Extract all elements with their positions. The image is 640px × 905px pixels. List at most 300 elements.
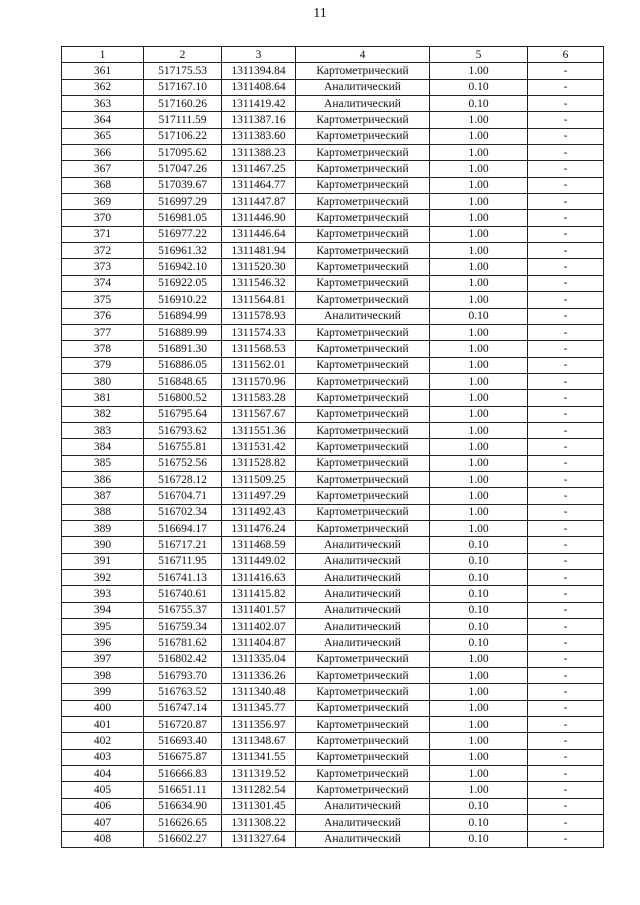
cell-method: Картометрический: [296, 210, 430, 226]
cell-point-number: 386: [62, 471, 144, 487]
cell-accuracy: 1.00: [430, 455, 528, 471]
cell-accuracy: 1.00: [430, 668, 528, 684]
cell-accuracy: 1.00: [430, 243, 528, 259]
cell-note: -: [528, 406, 604, 422]
cell-point-number: 407: [62, 815, 144, 831]
cell-note: -: [528, 766, 604, 782]
cell-method: Картометрический: [296, 128, 430, 144]
cell-coord-x: 517095.62: [144, 145, 222, 161]
cell-coord-x: 516634.90: [144, 798, 222, 814]
cell-method: Аналитический: [296, 308, 430, 324]
cell-method: Аналитический: [296, 635, 430, 651]
cell-coord-y: 1311551.36: [222, 422, 296, 438]
cell-coord-x: 517160.26: [144, 96, 222, 112]
cell-accuracy: 1.00: [430, 504, 528, 520]
cell-note: -: [528, 798, 604, 814]
cell-point-number: 380: [62, 373, 144, 389]
cell-coord-x: 516626.65: [144, 815, 222, 831]
table-row: [62, 455, 604, 471]
cell-point-number: 365: [62, 128, 144, 144]
cell-coord-x: 516891.30: [144, 341, 222, 357]
cell-method: Аналитический: [296, 570, 430, 586]
cell-note: -: [528, 570, 604, 586]
cell-note: -: [528, 651, 604, 667]
cell-coord-y: 1311578.93: [222, 308, 296, 324]
table-row: [62, 651, 604, 667]
cell-accuracy: 1.00: [430, 161, 528, 177]
cell-method: Картометрический: [296, 504, 430, 520]
cell-coord-y: 1311336.26: [222, 668, 296, 684]
cell-note: -: [528, 79, 604, 95]
table-row: [62, 488, 604, 504]
cell-coord-x: 516793.62: [144, 422, 222, 438]
cell-accuracy: 1.00: [430, 782, 528, 798]
cell-accuracy: 1.00: [430, 341, 528, 357]
cell-point-number: 367: [62, 161, 144, 177]
cell-accuracy: 1.00: [430, 520, 528, 536]
cell-accuracy: 0.10: [430, 619, 528, 635]
cell-coord-x: 516717.21: [144, 537, 222, 553]
cell-note: -: [528, 717, 604, 733]
cell-method: Аналитический: [296, 79, 430, 95]
cell-point-number: 363: [62, 96, 144, 112]
cell-coord-x: 516997.29: [144, 194, 222, 210]
table-body: [62, 63, 604, 848]
cell-note: -: [528, 733, 604, 749]
cell-note: -: [528, 128, 604, 144]
cell-point-number: 378: [62, 341, 144, 357]
table-row: [62, 112, 604, 128]
cell-point-number: 377: [62, 324, 144, 340]
cell-coord-x: 516711.95: [144, 553, 222, 569]
cell-method: Картометрический: [296, 324, 430, 340]
table-row: [62, 79, 604, 95]
cell-accuracy: 1.00: [430, 177, 528, 193]
cell-note: -: [528, 226, 604, 242]
table-row: [62, 684, 604, 700]
table-row: [62, 177, 604, 193]
cell-note: -: [528, 177, 604, 193]
cell-note: -: [528, 96, 604, 112]
cell-coord-x: 516704.71: [144, 488, 222, 504]
cell-coord-x: 516886.05: [144, 357, 222, 373]
cell-method: Картометрический: [296, 406, 430, 422]
cell-note: -: [528, 161, 604, 177]
cell-note: -: [528, 357, 604, 373]
cell-point-number: 374: [62, 275, 144, 291]
cell-accuracy: 0.10: [430, 96, 528, 112]
cell-accuracy: 1.00: [430, 422, 528, 438]
cell-coord-y: 1311388.23: [222, 145, 296, 161]
cell-point-number: 368: [62, 177, 144, 193]
cell-method: Картометрический: [296, 341, 430, 357]
table-row: [62, 390, 604, 406]
cell-accuracy: 1.00: [430, 324, 528, 340]
cell-coord-x: 516747.14: [144, 700, 222, 716]
cell-note: -: [528, 553, 604, 569]
cell-note: -: [528, 243, 604, 259]
cell-point-number: 390: [62, 537, 144, 553]
cell-point-number: 366: [62, 145, 144, 161]
cell-note: -: [528, 308, 604, 324]
cell-point-number: 373: [62, 259, 144, 275]
cell-coord-y: 1311383.60: [222, 128, 296, 144]
cell-coord-x: 516889.99: [144, 324, 222, 340]
table-row: [62, 700, 604, 716]
cell-accuracy: 1.00: [430, 194, 528, 210]
cell-point-number: 385: [62, 455, 144, 471]
table-row: [62, 422, 604, 438]
cell-coord-y: 1311446.90: [222, 210, 296, 226]
table-row: [62, 357, 604, 373]
cell-point-number: 384: [62, 439, 144, 455]
cell-accuracy: 0.10: [430, 831, 528, 847]
cell-coord-x: 516741.13: [144, 570, 222, 586]
cell-point-number: 403: [62, 749, 144, 765]
cell-note: -: [528, 815, 604, 831]
cell-method: Картометрический: [296, 439, 430, 455]
column-header-5: 5: [430, 47, 528, 63]
cell-method: Картометрический: [296, 226, 430, 242]
cell-coord-y: 1311464.77: [222, 177, 296, 193]
table-row: [62, 782, 604, 798]
cell-accuracy: 1.00: [430, 373, 528, 389]
cell-accuracy: 1.00: [430, 112, 528, 128]
cell-coord-y: 1311562.01: [222, 357, 296, 373]
cell-coord-y: 1311415.82: [222, 586, 296, 602]
cell-note: -: [528, 112, 604, 128]
cell-point-number: 381: [62, 390, 144, 406]
cell-point-number: 383: [62, 422, 144, 438]
cell-point-number: 393: [62, 586, 144, 602]
cell-method: Картометрический: [296, 668, 430, 684]
cell-coord-x: 516894.99: [144, 308, 222, 324]
cell-coord-y: 1311348.67: [222, 733, 296, 749]
cell-coord-y: 1311520.30: [222, 259, 296, 275]
cell-coord-x: 516981.05: [144, 210, 222, 226]
cell-coord-x: 516675.87: [144, 749, 222, 765]
cell-point-number: 361: [62, 63, 144, 79]
cell-accuracy: 1.00: [430, 275, 528, 291]
cell-coord-y: 1311408.64: [222, 79, 296, 95]
cell-accuracy: 1.00: [430, 651, 528, 667]
cell-coord-x: 516759.34: [144, 619, 222, 635]
cell-method: Картометрический: [296, 520, 430, 536]
cell-coord-x: 516666.83: [144, 766, 222, 782]
cell-accuracy: 0.10: [430, 798, 528, 814]
cell-method: Картометрический: [296, 145, 430, 161]
cell-method: Картометрический: [296, 766, 430, 782]
cell-coord-y: 1311335.04: [222, 651, 296, 667]
table-row: [62, 308, 604, 324]
cell-point-number: 387: [62, 488, 144, 504]
cell-point-number: 376: [62, 308, 144, 324]
table-row: [62, 145, 604, 161]
cell-method: Аналитический: [296, 798, 430, 814]
cell-point-number: 400: [62, 700, 144, 716]
cell-note: -: [528, 275, 604, 291]
table-row: [62, 520, 604, 536]
cell-note: -: [528, 619, 604, 635]
cell-coord-x: 516763.52: [144, 684, 222, 700]
cell-coord-y: 1311341.55: [222, 749, 296, 765]
table-row: [62, 243, 604, 259]
table-row: [62, 96, 604, 112]
cell-coord-x: 516651.11: [144, 782, 222, 798]
cell-point-number: 401: [62, 717, 144, 733]
cell-method: Картометрический: [296, 292, 430, 308]
cell-coord-y: 1311301.45: [222, 798, 296, 814]
cell-method: Картометрический: [296, 194, 430, 210]
cell-coord-x: 516755.37: [144, 602, 222, 618]
cell-point-number: 394: [62, 602, 144, 618]
table-row: [62, 161, 604, 177]
cell-coord-y: 1311345.77: [222, 700, 296, 716]
table-row: [62, 537, 604, 553]
cell-point-number: 389: [62, 520, 144, 536]
cell-point-number: 370: [62, 210, 144, 226]
cell-note: -: [528, 635, 604, 651]
cell-method: Картометрический: [296, 112, 430, 128]
cell-coord-y: 1311401.57: [222, 602, 296, 618]
cell-note: -: [528, 520, 604, 536]
cell-point-number: 396: [62, 635, 144, 651]
cell-accuracy: 1.00: [430, 406, 528, 422]
table-row: [62, 373, 604, 389]
table-row: [62, 831, 604, 847]
cell-point-number: 405: [62, 782, 144, 798]
cell-point-number: 402: [62, 733, 144, 749]
cell-coord-y: 1311509.25: [222, 471, 296, 487]
cell-coord-y: 1311416.63: [222, 570, 296, 586]
cell-coord-x: 516740.61: [144, 586, 222, 602]
cell-accuracy: 1.00: [430, 292, 528, 308]
table-row: [62, 815, 604, 831]
table-row: [62, 553, 604, 569]
column-header-2: 2: [144, 47, 222, 63]
cell-method: Картометрический: [296, 275, 430, 291]
cell-point-number: 392: [62, 570, 144, 586]
cell-coord-x: 516848.65: [144, 373, 222, 389]
cell-point-number: 371: [62, 226, 144, 242]
cell-coord-y: 1311387.16: [222, 112, 296, 128]
cell-accuracy: 1.00: [430, 226, 528, 242]
cell-method: Картометрический: [296, 471, 430, 487]
cell-coord-x: 516793.70: [144, 668, 222, 684]
cell-point-number: 404: [62, 766, 144, 782]
cell-method: Картометрический: [296, 63, 430, 79]
page-number: 11: [313, 6, 327, 21]
table-header-row: [62, 47, 604, 63]
column-header-6: 6: [528, 47, 604, 63]
cell-accuracy: 1.00: [430, 488, 528, 504]
table-row: [62, 668, 604, 684]
cell-note: -: [528, 292, 604, 308]
cell-method: Картометрический: [296, 357, 430, 373]
cell-accuracy: 0.10: [430, 635, 528, 651]
cell-method: Аналитический: [296, 602, 430, 618]
cell-coord-x: 517175.53: [144, 63, 222, 79]
cell-point-number: 391: [62, 553, 144, 569]
cell-method: Картометрический: [296, 373, 430, 389]
table-row: [62, 749, 604, 765]
cell-point-number: 379: [62, 357, 144, 373]
cell-note: -: [528, 782, 604, 798]
table-row: [62, 586, 604, 602]
cell-coord-y: 1311404.87: [222, 635, 296, 651]
cell-note: -: [528, 145, 604, 161]
table-row: [62, 717, 604, 733]
cell-accuracy: 0.10: [430, 79, 528, 95]
cell-note: -: [528, 210, 604, 226]
cell-method: Картометрический: [296, 733, 430, 749]
cell-point-number: 395: [62, 619, 144, 635]
table-row: [62, 275, 604, 291]
table-row: [62, 570, 604, 586]
cell-note: -: [528, 422, 604, 438]
cell-coord-y: 1311419.42: [222, 96, 296, 112]
cell-note: -: [528, 700, 604, 716]
cell-coord-y: 1311449.02: [222, 553, 296, 569]
cell-method: Картометрический: [296, 700, 430, 716]
cell-coord-x: 517039.67: [144, 177, 222, 193]
cell-accuracy: 0.10: [430, 308, 528, 324]
cell-point-number: 397: [62, 651, 144, 667]
cell-method: Картометрический: [296, 422, 430, 438]
table-row: [62, 635, 604, 651]
cell-coord-y: 1311308.22: [222, 815, 296, 831]
cell-note: -: [528, 471, 604, 487]
cell-point-number: 398: [62, 668, 144, 684]
cell-accuracy: 1.00: [430, 749, 528, 765]
cell-method: Аналитический: [296, 537, 430, 553]
cell-point-number: 364: [62, 112, 144, 128]
cell-note: -: [528, 537, 604, 553]
cell-note: -: [528, 259, 604, 275]
cell-point-number: 382: [62, 406, 144, 422]
cell-coord-x: 517047.26: [144, 161, 222, 177]
table-row: [62, 602, 604, 618]
cell-accuracy: 1.00: [430, 128, 528, 144]
cell-point-number: 406: [62, 798, 144, 814]
cell-point-number: 399: [62, 684, 144, 700]
cell-coord-y: 1311497.29: [222, 488, 296, 504]
cell-coord-x: 516694.17: [144, 520, 222, 536]
coordinates-table: [61, 46, 604, 848]
cell-coord-x: 516752.56: [144, 455, 222, 471]
cell-note: -: [528, 488, 604, 504]
cell-note: -: [528, 668, 604, 684]
table-row: [62, 619, 604, 635]
cell-coord-y: 1311481.94: [222, 243, 296, 259]
cell-coord-y: 1311394.84: [222, 63, 296, 79]
cell-coord-y: 1311492.43: [222, 504, 296, 520]
cell-accuracy: 0.10: [430, 553, 528, 569]
cell-point-number: 369: [62, 194, 144, 210]
cell-coord-y: 1311574.33: [222, 324, 296, 340]
cell-method: Аналитический: [296, 586, 430, 602]
cell-method: Картометрический: [296, 782, 430, 798]
cell-note: -: [528, 194, 604, 210]
cell-method: Аналитический: [296, 619, 430, 635]
cell-accuracy: 1.00: [430, 684, 528, 700]
cell-coord-x: 517111.59: [144, 112, 222, 128]
cell-coord-x: 516922.05: [144, 275, 222, 291]
table-row: [62, 798, 604, 814]
cell-method: Аналитический: [296, 831, 430, 847]
cell-point-number: 372: [62, 243, 144, 259]
cell-accuracy: 1.00: [430, 357, 528, 373]
cell-accuracy: 1.00: [430, 733, 528, 749]
cell-accuracy: 1.00: [430, 145, 528, 161]
cell-accuracy: 0.10: [430, 602, 528, 618]
table-row: [62, 63, 604, 79]
cell-method: Картометрический: [296, 651, 430, 667]
cell-coord-x: 516755.81: [144, 439, 222, 455]
cell-point-number: 375: [62, 292, 144, 308]
cell-method: Аналитический: [296, 96, 430, 112]
table-row: [62, 439, 604, 455]
table-row: [62, 406, 604, 422]
cell-coord-y: 1311447.87: [222, 194, 296, 210]
cell-coord-y: 1311340.48: [222, 684, 296, 700]
cell-method: Аналитический: [296, 815, 430, 831]
cell-coord-y: 1311446.64: [222, 226, 296, 242]
cell-coord-x: 517167.10: [144, 79, 222, 95]
cell-note: -: [528, 390, 604, 406]
cell-coord-x: 516800.52: [144, 390, 222, 406]
cell-coord-y: 1311356.97: [222, 717, 296, 733]
cell-method: Аналитический: [296, 553, 430, 569]
cell-note: -: [528, 684, 604, 700]
cell-accuracy: 1.00: [430, 471, 528, 487]
cell-point-number: 388: [62, 504, 144, 520]
cell-coord-x: 516702.34: [144, 504, 222, 520]
cell-coord-y: 1311564.81: [222, 292, 296, 308]
cell-coord-x: 516781.62: [144, 635, 222, 651]
cell-method: Картометрический: [296, 177, 430, 193]
cell-method: Картометрический: [296, 488, 430, 504]
cell-coord-y: 1311567.67: [222, 406, 296, 422]
table-row: [62, 324, 604, 340]
cell-accuracy: 0.10: [430, 586, 528, 602]
cell-coord-x: 516795.64: [144, 406, 222, 422]
cell-accuracy: 1.00: [430, 439, 528, 455]
cell-coord-y: 1311568.53: [222, 341, 296, 357]
cell-accuracy: 1.00: [430, 766, 528, 782]
cell-accuracy: 1.00: [430, 63, 528, 79]
table-row: [62, 210, 604, 226]
cell-note: -: [528, 373, 604, 389]
cell-coord-y: 1311282.54: [222, 782, 296, 798]
cell-accuracy: 0.10: [430, 815, 528, 831]
column-header-3: 3: [222, 47, 296, 63]
table-row: [62, 194, 604, 210]
table-row: [62, 504, 604, 520]
cell-method: Картометрический: [296, 161, 430, 177]
cell-coord-y: 1311402.07: [222, 619, 296, 635]
cell-accuracy: 1.00: [430, 717, 528, 733]
table-header: [62, 47, 604, 63]
cell-note: -: [528, 586, 604, 602]
cell-method: Картометрический: [296, 455, 430, 471]
cell-coord-x: 516802.42: [144, 651, 222, 667]
cell-coord-x: 516910.22: [144, 292, 222, 308]
cell-method: Картометрический: [296, 684, 430, 700]
cell-method: Картометрический: [296, 717, 430, 733]
cell-coord-y: 1311528.82: [222, 455, 296, 471]
cell-coord-x: 516961.32: [144, 243, 222, 259]
